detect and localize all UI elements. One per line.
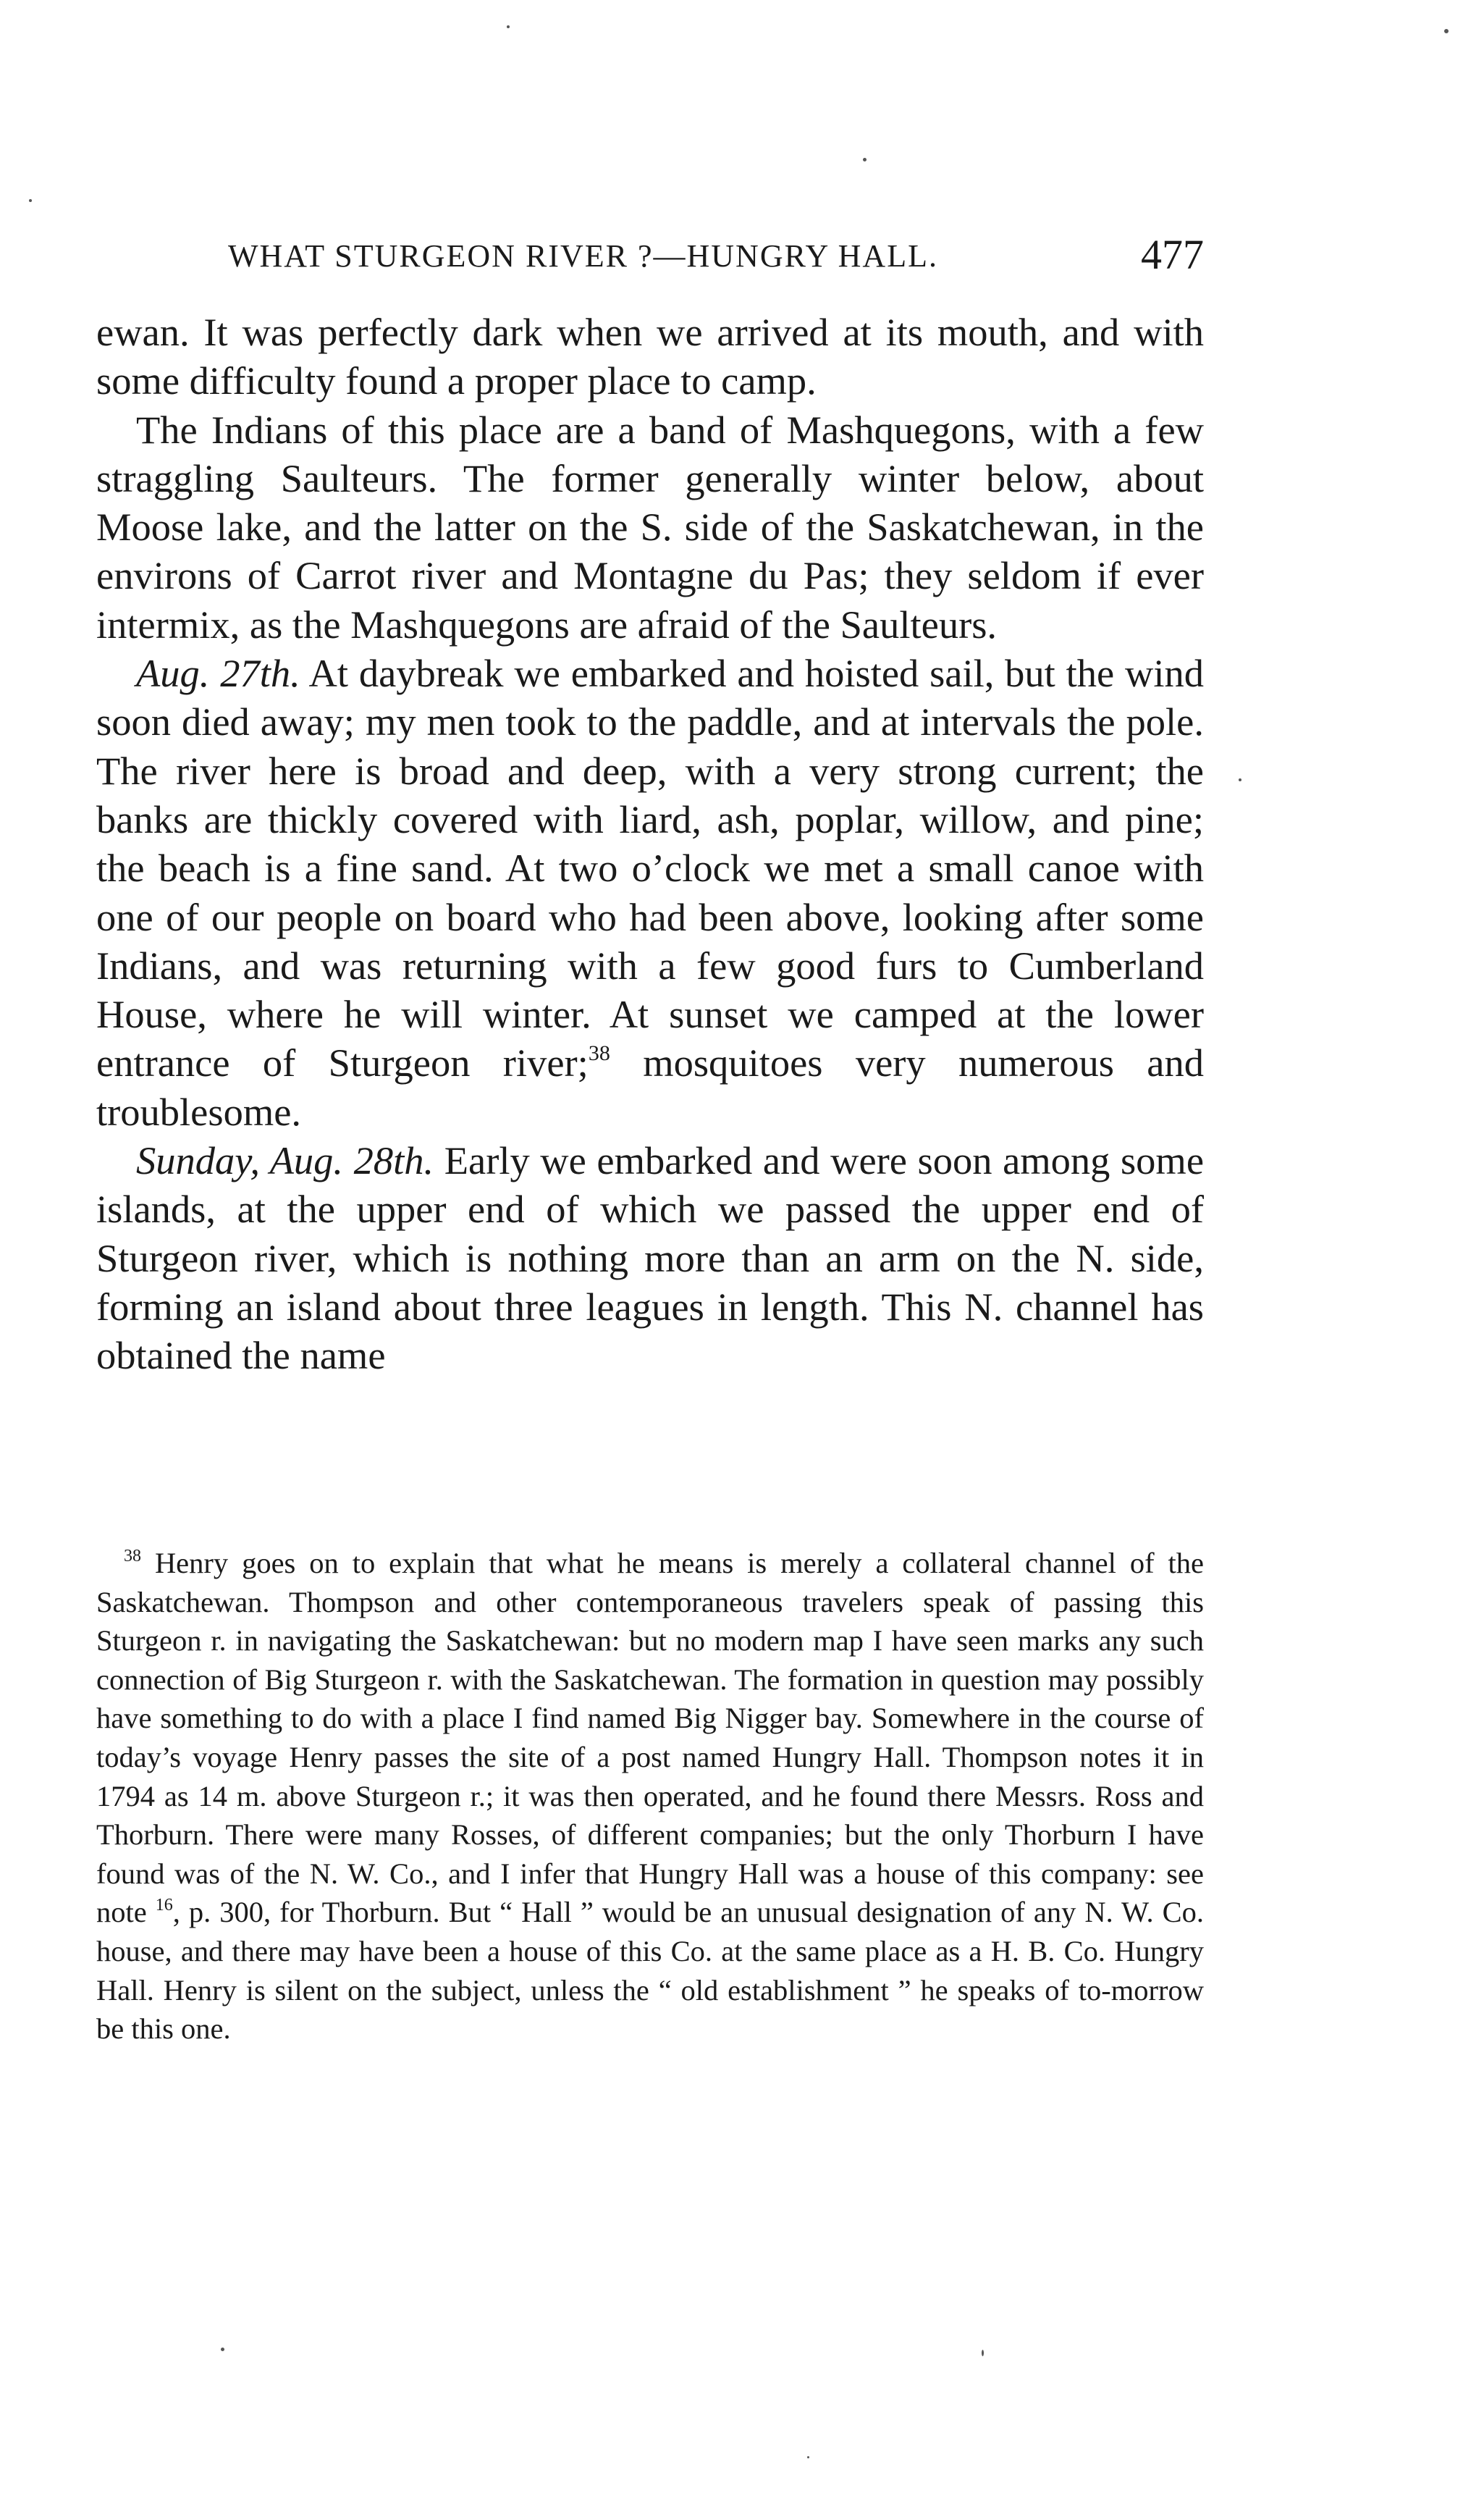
scan-speck [29, 199, 32, 202]
scan-speck [1444, 29, 1449, 33]
scan-speck [1239, 778, 1241, 781]
footnote-number: 38 [124, 1547, 141, 1566]
paragraph-continuation [96, 308, 1204, 406]
scan-speck [982, 2350, 984, 2356]
footnote-text: Henry goes on to explain that what he means is merely a collateral channel of the Saskatchewan. Thompson and other contemporaneous travelers speak of passing this Sturgeon r. in navigating the Saskatchewan: but no modern map I have seen marks any such connection of Big Sturgeon r. with the Saskatchewan. The formation in question may possibly have something to do with a place I find named Big Nigger bay. Somewhere in the course of today’s voyage Henry passes the site of a post named Hungry Hall. Thompson notes it in 1794 as 14 m. above Sturgeon r.; it was then operated, and he found there Messrs. Ross and Thorburn. There were many Rosses, of different companies; but the only Thorburn I have found was of the N. W. Co., and I infer that Hungry Hall was a house of this company: see note [96, 1547, 1204, 1929]
main-text [96, 308, 1204, 1380]
scan-speck [807, 2456, 809, 2458]
paragraph-aug-28 [96, 1136, 1204, 1379]
running-title: WHAT STURGEON RIVER ?—HUNGRY HALL. [228, 238, 938, 274]
entry-date: Sunday, Aug. 28th. [136, 1138, 434, 1183]
page-number: 477 [1141, 231, 1204, 278]
footnote-38 [96, 1544, 1204, 2049]
paragraph-indians [96, 406, 1204, 649]
entry-date: Aug. 27th. [136, 651, 300, 696]
scan-speck [507, 25, 510, 28]
note-reference: 16 [155, 1896, 173, 1915]
scan-speck [221, 2348, 224, 2351]
paragraph-text: At daybreak we embarked and hoisted sail, but the wind soon died away; my men took to the paddle, and at intervals the pole. The river here is broad and deep, with a very strong current; the banks are thickly covered with liard, ash, poplar, willow, and pine; the beach is a fine sand. At two o’clock we met a small canoe with one of our people on board who had been above, looking after some Indians, and was returning with a few good furs to Cumberland House, where he will winter. At sunset we camped at the lower entrance of Sturgeon river; [96, 651, 1204, 1085]
scan-speck [863, 158, 867, 161]
paragraph-aug-27 [96, 649, 1204, 1136]
paragraph-text: Early we embarked and were soon among some islands, at the upper end of which we passed the upper end of Sturgeon river, which is nothing more than an arm on the N. side, forming an island about three leagues in length. This N. channel has obtained the name [96, 1138, 1205, 1378]
footnote-text: , p. 300, for Thorburn. But “ Hall ” would be an unusual designation of any N. W. Co. house, and there may have been a house of this Co. at the same place as a H. B. Co. Hungry Hall. Henry is silent on the subject, unless the “ old establishment ” he speaks of to-morrow be this one. [96, 1896, 1205, 2046]
footnote-reference: 38 [588, 1041, 610, 1066]
page-header [96, 230, 1204, 288]
paragraph-text: The Indians of this place are a band of Mashquegons, with a few straggling Saulteurs. The former generally winter below, about Moose lake, and the latter on the S. side of the Saskatchewan, in the environs of Carrot river and Montagne du Pas; they seldom if ever intermix, as the Mashquegons are afraid of the Saulteurs. [96, 407, 1204, 647]
paragraph-text: ewan. It was perfectly dark when we arrived at its mouth, and with some difficulty found a proper place to camp. [96, 310, 1204, 403]
paragraph-text: mosquitoes very numerous and troublesome. [96, 1041, 1204, 1134]
footnote-paragraph [96, 1544, 1204, 2049]
